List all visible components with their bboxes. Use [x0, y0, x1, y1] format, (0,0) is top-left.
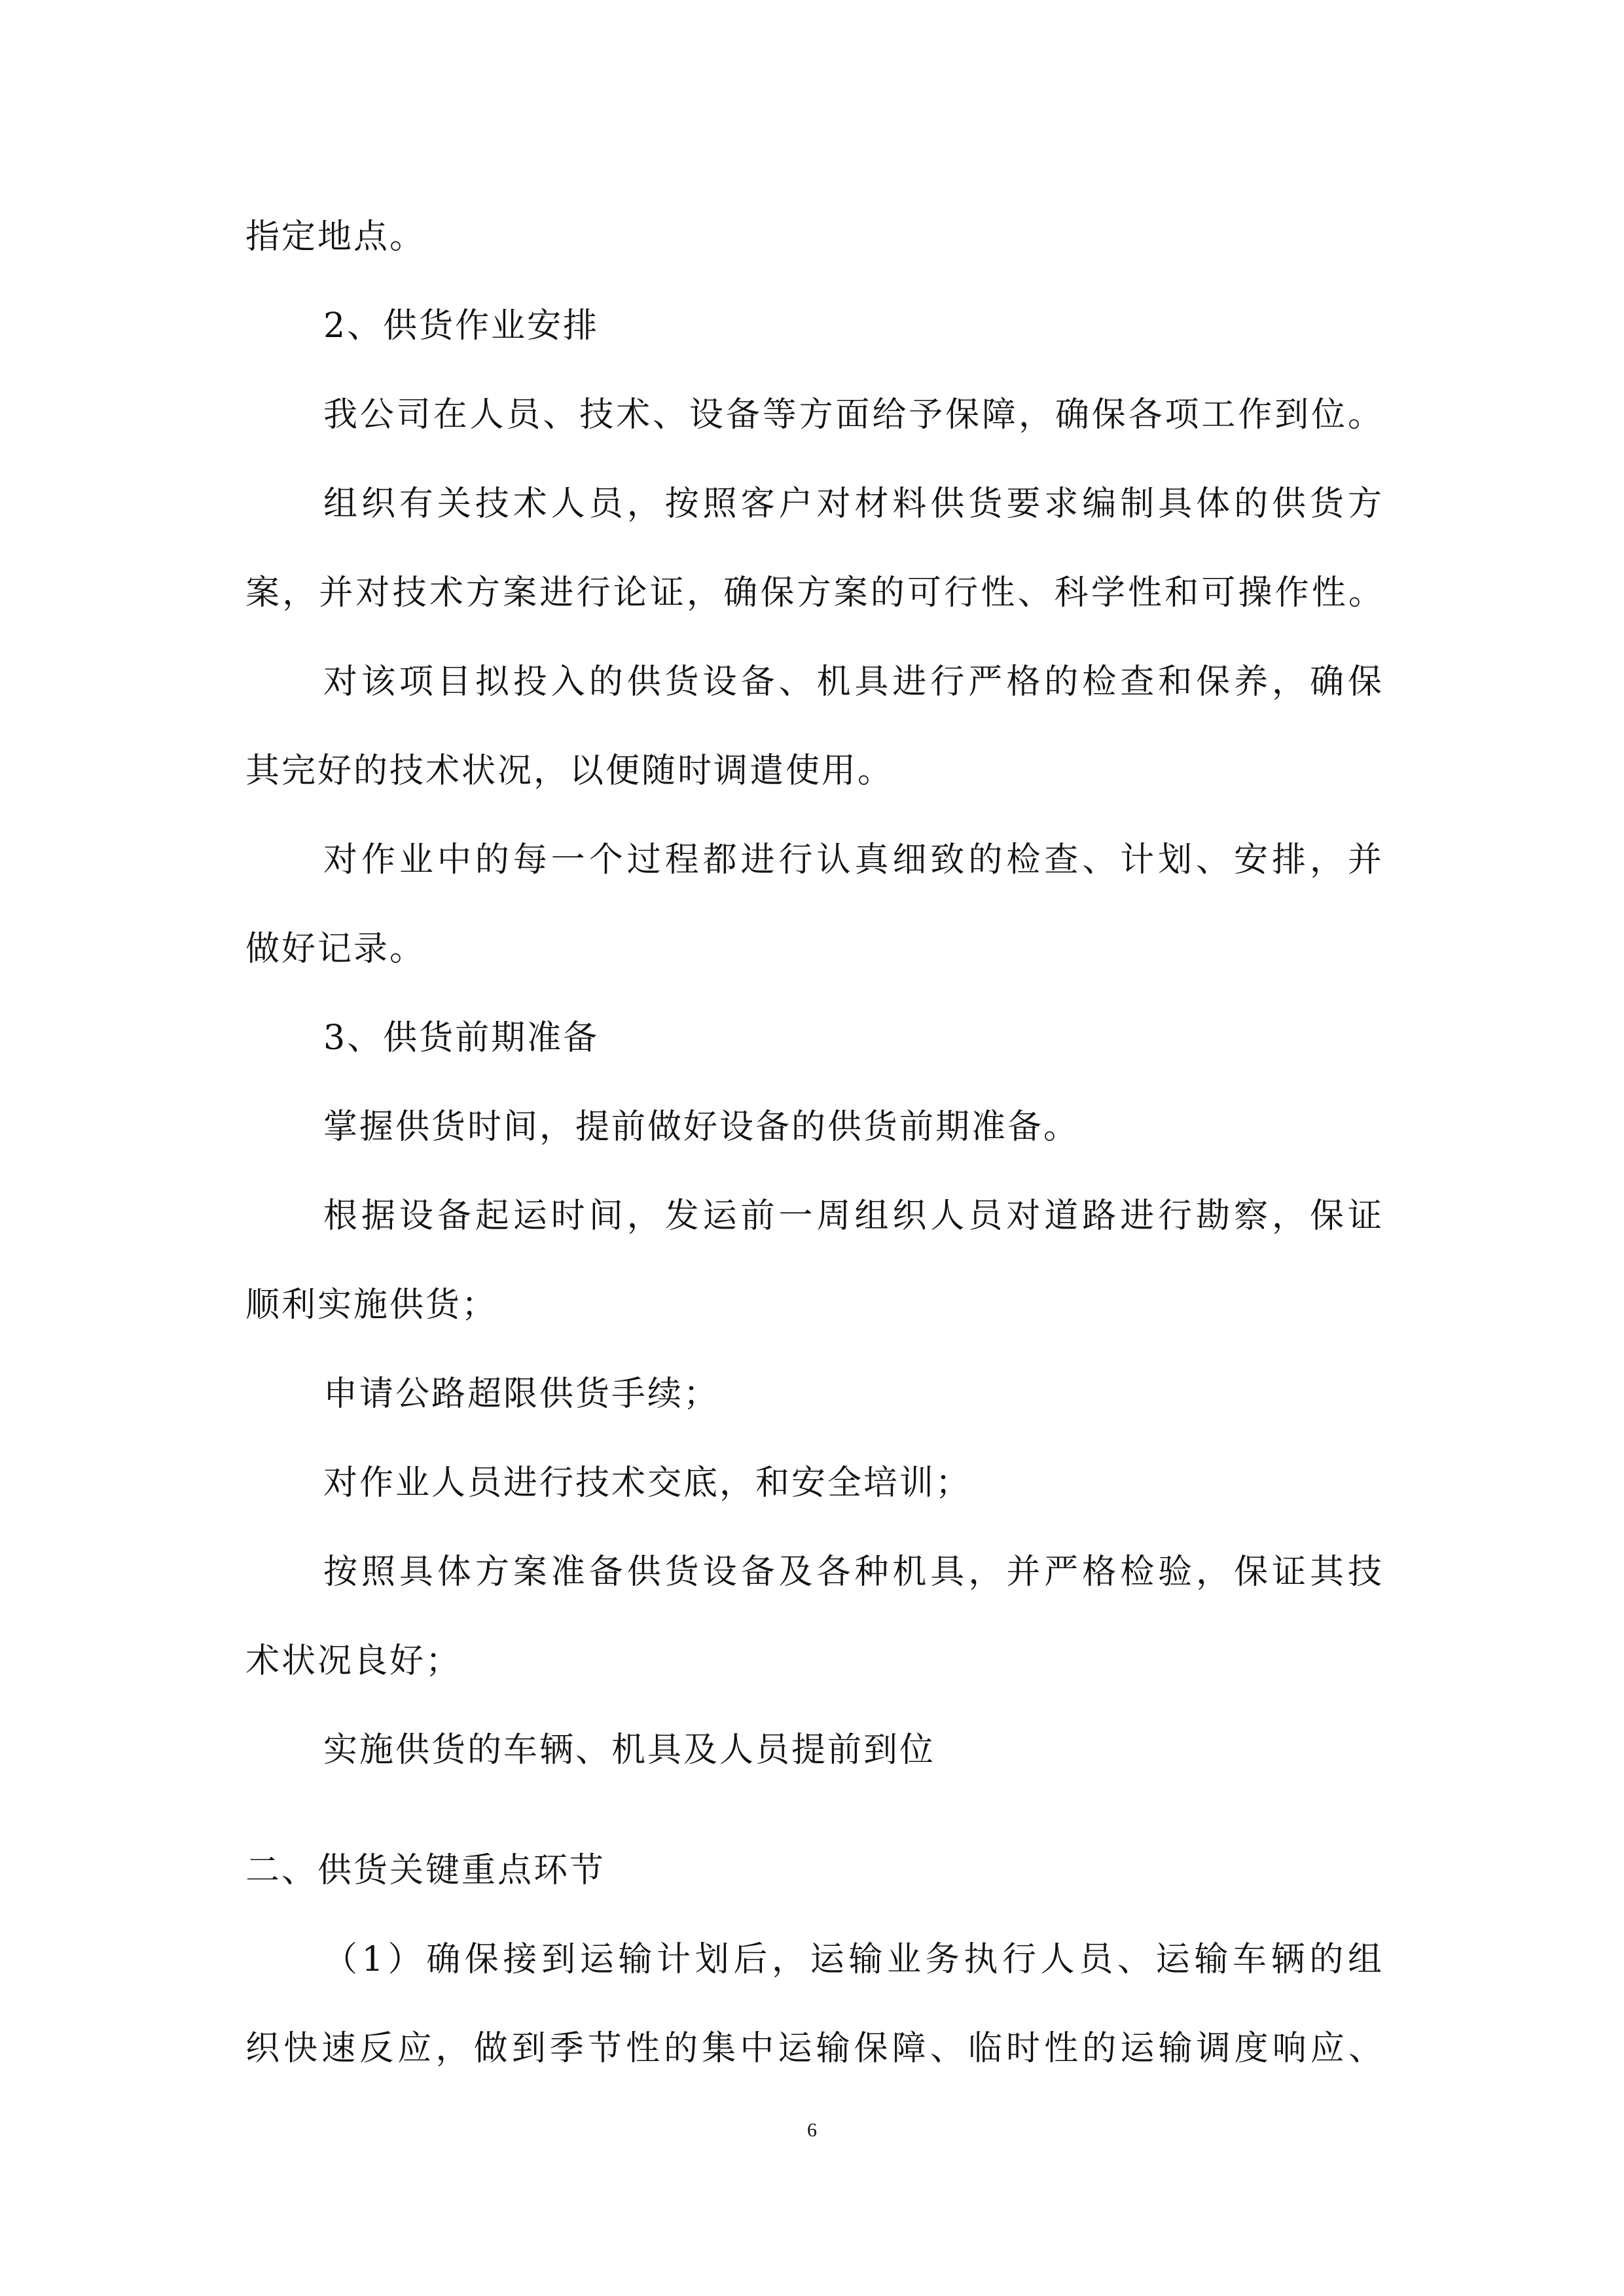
page-number: 6: [807, 2119, 817, 2141]
paragraph-line: 申请公路超限供货手续；: [323, 1374, 720, 1414]
paragraph-line: 按照具体方案准备供货设备及各种机具，并严格检验，保证其技: [323, 1552, 1384, 1592]
paragraph-line: 术状况良好；: [245, 1641, 462, 1681]
paragraph-line: 对作业人员进行技术交底，和安全培训；: [323, 1463, 972, 1503]
paragraph-line: 案，并对技术方案进行论证，确保方案的可行性、科学性和可操作性。: [245, 573, 1384, 613]
paragraph-line: 其完好的技术状况，以便随时调遣使用。: [245, 751, 894, 791]
paragraph-line: 织快速反应，做到季节性的集中运输保障、临时性的运输调度响应、: [245, 2029, 1384, 2068]
paragraph-line: 对该项目拟投入的供货设备、机具进行严格的检查和保养，确保: [323, 662, 1384, 702]
paragraph-line: 掌握供货时间，提前做好设备的供货前期准备。: [323, 1107, 1080, 1147]
paragraph-line: 对作业中的每一个过程都进行认真细致的检查、计划、安排，并: [323, 840, 1384, 880]
paragraph-line: 顺利实施供货；: [245, 1285, 498, 1325]
paragraph-line: 实施供货的车辆、机具及人员提前到位: [323, 1731, 936, 1770]
section-heading: 2、供货作业安排: [323, 306, 600, 346]
paragraph-line: 根据设备起运时间，发运前一周组织人员对道路进行勘察，保证: [323, 1196, 1384, 1236]
paragraph-line: 做好记录。: [245, 929, 426, 969]
section-heading: 3、供货前期准备: [323, 1018, 600, 1058]
paragraph-line: 组织有关技术人员，按照客户对材料供货要求编制具体的供货方: [323, 484, 1384, 524]
section-heading: 二、供货关键重点环节: [245, 1851, 606, 1890]
paragraph-line: 我公司在人员、技术、设备等方面给予保障，确保各项工作到位。: [323, 395, 1384, 435]
paragraph-line: （1）确保接到运输计划后，运输业务执行人员、运输车辆的组: [323, 1940, 1384, 1979]
paragraph-line: 指定地点。: [245, 217, 426, 257]
